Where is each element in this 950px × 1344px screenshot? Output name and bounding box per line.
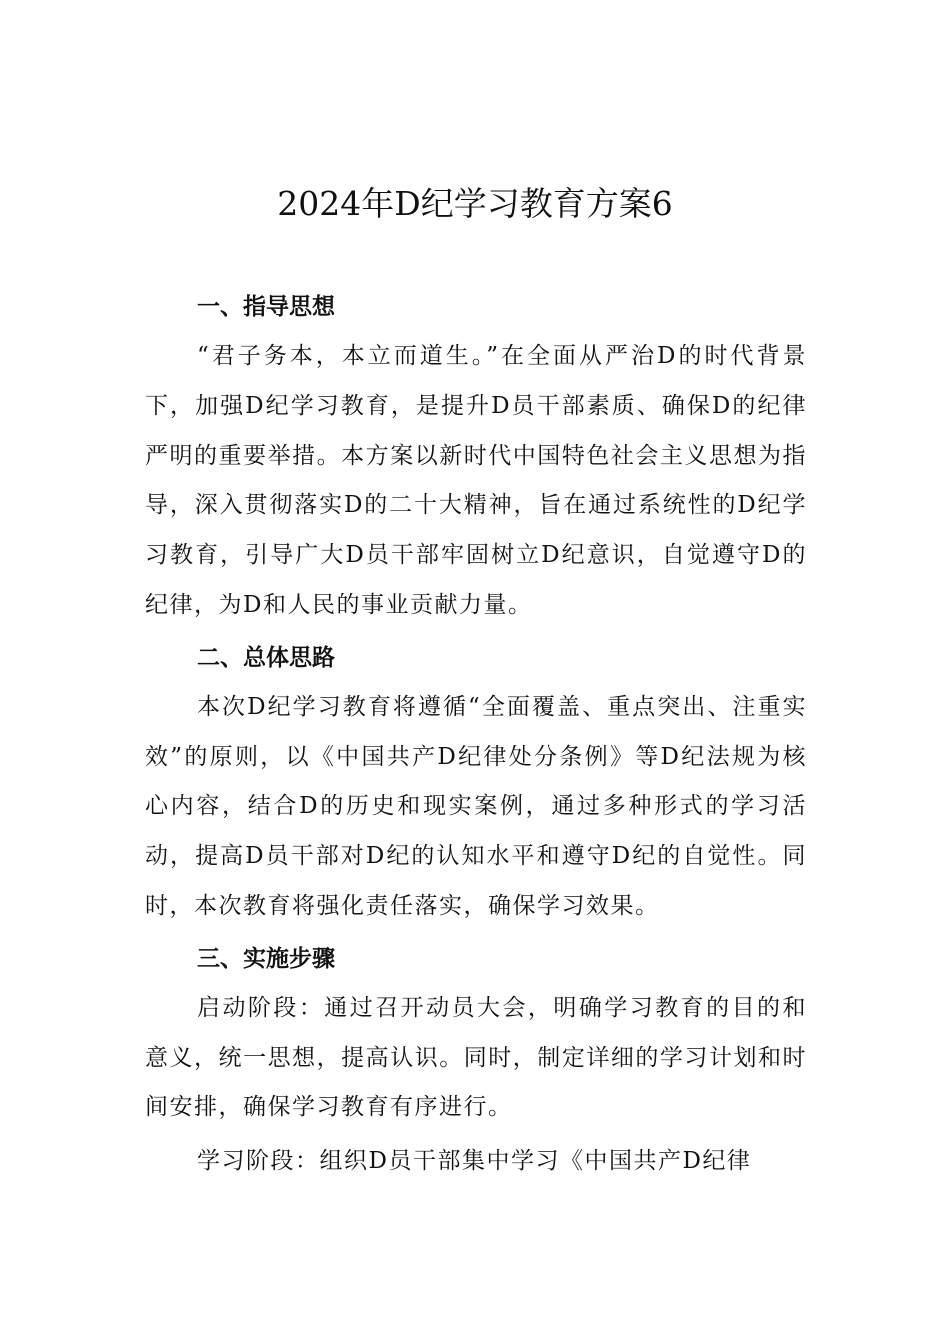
section-overall-approach <box>145 633 807 932</box>
paragraph: 本次D纪学习教育将遵循“全面覆盖、重点突出、注重实效”的原则，以《中国共产D纪律处分条例》等D纪法规为核心内容，结合D的历史和现实案例，通过多种形式的学习活动，提高D员干部对D纪的认知水平和遵守D纪的自觉性。同时，本次教育将强化责任落实，确保学习效果。 <box>145 693 807 919</box>
section-heading: 三、实施步骤 <box>197 945 335 972</box>
section-heading: 二、总体思路 <box>197 644 335 671</box>
section-implementation-steps <box>145 934 807 1187</box>
section-heading: 一、指导思想 <box>197 294 335 320</box>
section-guiding-thought <box>145 282 807 631</box>
paragraph: 学习阶段：组织D员干部集中学习《中国共产D纪律 <box>197 1148 752 1175</box>
document-title: 2024年D纪学习教育方案6 <box>277 184 673 223</box>
paragraph: 启动阶段：通过召开动员大会，明确学习教育的目的和意义，统一思想，提高认识。同时，制定详细的学习计划和时间安排，确保学习教育有序进行。 <box>145 994 807 1121</box>
paragraph: “君子务本，本立而道生。”在全面从严治D的时代背景下，加强D纪学习教育，是提升D员干部素质、确保D的纪律严明的重要举措。本方案以新时代中国特色社会主义思想为指导，深入贯彻落实D的二十大精神，旨在通过系统性的D纪学习教育，引导广大D员干部牢固树立D纪意识，自觉遵守D的纪律，为D和人民的事业贡献力量。 <box>145 343 807 618</box>
document-body <box>145 282 807 1187</box>
